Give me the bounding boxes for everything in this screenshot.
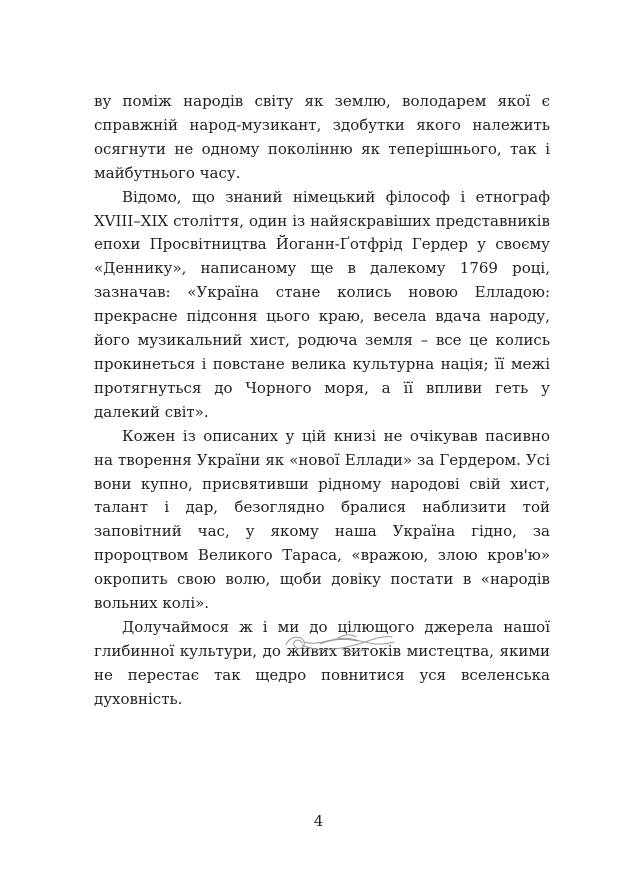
page-number: 4 (313, 812, 324, 830)
flourish-divider-icon (280, 625, 400, 659)
paragraph-herder-quote: Відомо, що знаний німецький філософ і етнограф XVIII–XIX століття, один із найяскравіших представників епохи Просвітництва Йоганн-Ґотфрід Гердер у своєму «Деннику», написаному ще в далекому 1769 році, зазначав: «Україна стане колись новою Елладою: прекрасне підсоння цього краю, весела вдача народу, його музикальний хист, родюча земля – все це колись прокинеться і повстане велика культурна нація; її межі протягнуться до Чорного моря, а її впливи геть у далекий світ». (94, 187, 550, 421)
body-text (94, 90, 550, 712)
paragraph-continuation: ву поміж народів світу як землю, володарем якої є справжній народ-музикант, здобутки якого належить осягнути не одному поколінню як теперішнього, так і майбутнього часу. (94, 92, 550, 182)
paragraph-closing: Долучаймося ж і ми до цілющого джерела нашої глибинної культури, до живих витоків мистецтва, якими не перестає так щедро повнитися уся вселенська духовність. (94, 617, 550, 708)
paragraph-new-hellas: Кожен із описаних у цій книзі не очікував пасивно на творення України як «нової Еллади» за Гердером. Усі вони купно, присвятивши рідному народові свій хист, талант і дар, безоглядно бралися наблизити той заповітний час, у якому наша Україна гідно, за пророцтвом Великого Тараса, «вражою, злою кров'ю» окропить свою волю, щоби довіку постати в «народів вольних колі». (94, 426, 550, 613)
